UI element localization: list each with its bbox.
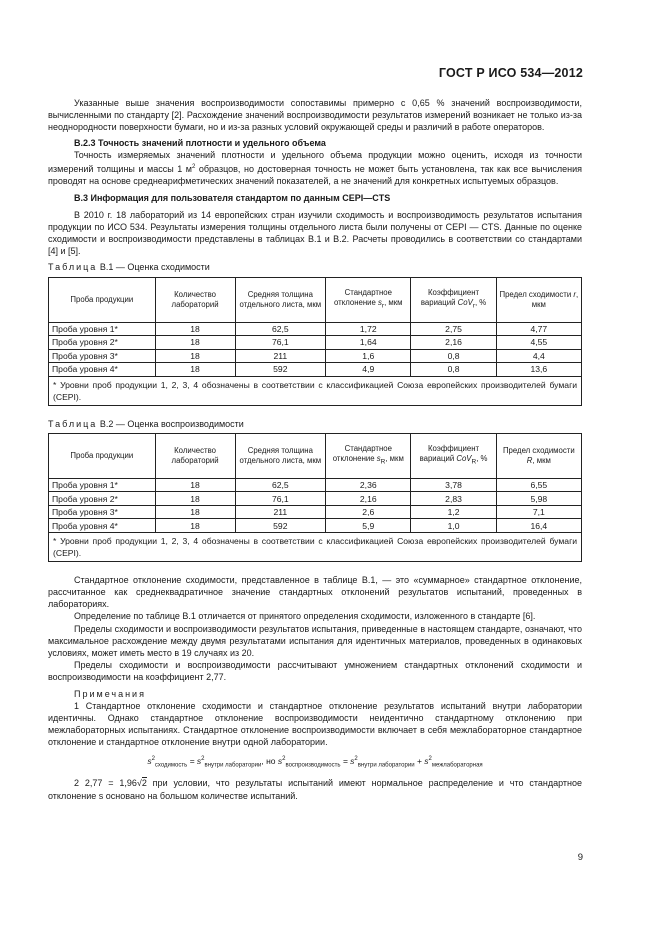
- section-heading-b3: В.3 Информация для пользователя стандартом по данным CEPI—CTS: [74, 193, 391, 204]
- table-cell: 18: [155, 492, 235, 506]
- table-cell: 76,1: [235, 492, 326, 506]
- table-row: [49, 336, 582, 350]
- table-cell: 18: [155, 519, 235, 533]
- col-header: Проба продукции: [49, 433, 156, 478]
- table-cell: Проба уровня 4*: [49, 519, 156, 533]
- table-header-row: [49, 433, 582, 478]
- table-cell: 4,9: [326, 363, 411, 377]
- col-header: Проба продукции: [49, 277, 156, 322]
- table-cell: 2,36: [326, 478, 411, 492]
- table-cell: 2,83: [411, 492, 496, 506]
- page-number: 9: [577, 852, 583, 863]
- table-footnote-row: [49, 376, 582, 405]
- table-cell: 62,5: [235, 478, 326, 492]
- table-cell: 18: [155, 349, 235, 363]
- col-header: Стандартное отклонение $s_r$, мкм: [326, 277, 411, 322]
- table-cell: Проба уровня 1*: [49, 478, 156, 492]
- table-b2-caption: Таблица В.2 — Оценка воспроизводимости: [48, 418, 244, 429]
- table-cell: 592: [235, 519, 326, 533]
- table-cell: 18: [155, 505, 235, 519]
- col-header: Предел сходимости r, мкм: [496, 277, 581, 322]
- table-cell: 4,4: [496, 349, 581, 363]
- table-cell: 1,0: [411, 519, 496, 533]
- table-cell: 2,16: [411, 336, 496, 350]
- col-header: Количество лабораторий: [155, 277, 235, 322]
- table-cell: 5,9: [326, 519, 411, 533]
- table-cell: 18: [155, 336, 235, 350]
- table-cell: Проба уровня 3*: [49, 349, 156, 363]
- notes-heading: Примечания: [74, 688, 146, 699]
- table-cell: 0,8: [411, 363, 496, 377]
- table-cell: 2,6: [326, 505, 411, 519]
- note-1: 1 Стандартное отклонение сходимости и стандартное отклонение результатов испытаний внутри лаборатории идентичны. Однако стандартное отклонение воспроизводимости неидентично стандартному отклонению при межлабораторных испытаниях. Стандартное отклонение воспроизводимости включает в себя межлабораторное стандартное отклонение и стандартное отклонение внутри одной лаборатории.: [48, 700, 582, 748]
- col-header: Средняя толщина отдельного листа, мкм: [235, 433, 326, 478]
- col-header: Коэффициент вариаций CoV$_R$, %: [411, 433, 496, 478]
- table-footnote: * Уровни проб продукции 1, 2, 3, 4 обозначены в соответствии с классификацией Союза европейских производителей бумаги (CEPI).: [49, 532, 582, 561]
- table-cell: 592: [235, 363, 326, 377]
- table-row: [49, 505, 582, 519]
- table-cell: 6,55: [496, 478, 581, 492]
- table-cell: 211: [235, 349, 326, 363]
- table-cell: 7,1: [496, 505, 581, 519]
- table-cell: Проба уровня 3*: [49, 505, 156, 519]
- table-header-row: [49, 277, 582, 322]
- table-row: [49, 519, 582, 533]
- paragraph-repeat-std: Стандартное отклонение сходимости, представленное в таблице В.1, — это «суммарное» стандартное отклонение, рассчитанное как среднеквадратичное значение стандартных отклонений результатов испытаний, проведенных в лабораториях.: [48, 574, 582, 610]
- paragraph-definition: Определение по таблице В.1 отличается от принятого определения сходимости, изложенного в стандарте [6].: [74, 611, 536, 622]
- table-cell: 1,6: [326, 349, 411, 363]
- col-header: Стандартное отклонение $s_R$, мкм: [326, 433, 411, 478]
- formula: $s^2_{сходимость} = s^2_{внутри лаборатории}$, но $s^2_{воспроизводимость} = s^2_{внутри лаборатории} + s^2_{межлабораторная}$: [147, 755, 483, 769]
- col-header: Предел сходимости R, мкм: [496, 433, 581, 478]
- table-b1: [48, 277, 582, 406]
- table-cell: Проба уровня 4*: [49, 363, 156, 377]
- paragraph-b23: Точность измеряемых значений плотности и удельного объема продукции можно оценить, исходя из точности измерений толщины и массы 1 $м^2$ образцов, но достоверная точность не может быть установлена, так как все вычисления проводят на основе среднеарифметических значений показателей, а не значений для конкретных испытуемых образцов.: [48, 149, 582, 187]
- page-content: [48, 95, 582, 802]
- table-row: [49, 363, 582, 377]
- paragraph-intro: Указанные выше значения воспроизводимости сопоставимы примерно с 0,65 % значений воспроизводимости, вычисленными по стандарту [2]. Расхождение значений воспроизводимости результатов измерений возникает не только из-за неоднородности поверхности бумаги, но и из-за разных условий окружающей среды и различий в работе операторов.: [48, 98, 582, 133]
- table-b2: [48, 433, 582, 562]
- table-cell: 16,4: [496, 519, 581, 533]
- table-cell: 4,55: [496, 336, 581, 350]
- table-cell: 5,98: [496, 492, 581, 506]
- table-cell: 211: [235, 505, 326, 519]
- col-header: Средняя толщина отдельного листа, мкм: [235, 277, 326, 322]
- table-cell: 3,78: [411, 478, 496, 492]
- table-cell: 1,2: [411, 505, 496, 519]
- table-row: [49, 492, 582, 506]
- table-cell: 1,64: [326, 336, 411, 350]
- table-cell: 18: [155, 363, 235, 377]
- paragraph-coefficient: Пределы сходимости и воспроизводимости рассчитывают умножением стандартных отклонений сходимости и воспроизводимости на коэффициент 2,77.: [48, 660, 582, 683]
- paragraph-limits: Пределы сходимости и воспроизводимости результатов испытания, приведенные в настоящем стандарте, означают, что максимальное расхождение между двумя результатами испытания для идентичных материалов, проведенных в одинаковых условиях, может иметь место в 19 случаях из 20.: [48, 623, 582, 659]
- paragraph-b3: В 2010 г. 18 лабораторий из 14 европейских стран изучили сходимость и воспроизводимость результатов испытания продукции по ИСО 534. Результаты измерения толщины отдельного листа были получены от CEPI — CTS. Данные по оценке сходимости и воспроизводимости представлены в таблицах В.1 и В.2. Расчеты проводились в соответствии со стандартами [4] и [5].: [48, 209, 582, 257]
- col-header: Коэффициент вариаций CoV$_r$, %: [411, 277, 496, 322]
- table-cell: 0,8: [411, 349, 496, 363]
- table-b1-caption: Таблица В.1 — Оценка сходимости: [48, 262, 210, 273]
- table-cell: 76,1: [235, 336, 326, 350]
- col-header: Количество лабораторий: [155, 433, 235, 478]
- table-footnote: * Уровни проб продукции 1, 2, 3, 4 обозначены в соответствии с классификацией Союза европейских производителей бумаги (CEPI).: [49, 376, 582, 405]
- table-cell: 13,6: [496, 363, 581, 377]
- table-cell: 2,16: [326, 492, 411, 506]
- table-footnote-row: [49, 532, 582, 561]
- table-cell: 18: [155, 322, 235, 336]
- table-cell: Проба уровня 1*: [49, 322, 156, 336]
- table-cell: 62,5: [235, 322, 326, 336]
- table-row: [49, 349, 582, 363]
- table-cell: 4,77: [496, 322, 581, 336]
- table-row: [49, 478, 582, 492]
- table-cell: Проба уровня 2*: [49, 492, 156, 506]
- table-cell: 2,75: [411, 322, 496, 336]
- table-row: [49, 322, 582, 336]
- note-2: 2 2,77 = 1,96√2 при условии, что результаты испытаний имеют нормальное распределение и что стандартное отклонение s основано на большом количестве испытаний.: [48, 778, 582, 801]
- table-cell: 1,72: [326, 322, 411, 336]
- section-heading-b23: В.2.3 Точность значений плотности и удельного объема: [74, 137, 326, 148]
- standard-header: ГОСТ Р ИСО 534—2012: [438, 66, 583, 80]
- table-cell: Проба уровня 2*: [49, 336, 156, 350]
- table-cell: 18: [155, 478, 235, 492]
